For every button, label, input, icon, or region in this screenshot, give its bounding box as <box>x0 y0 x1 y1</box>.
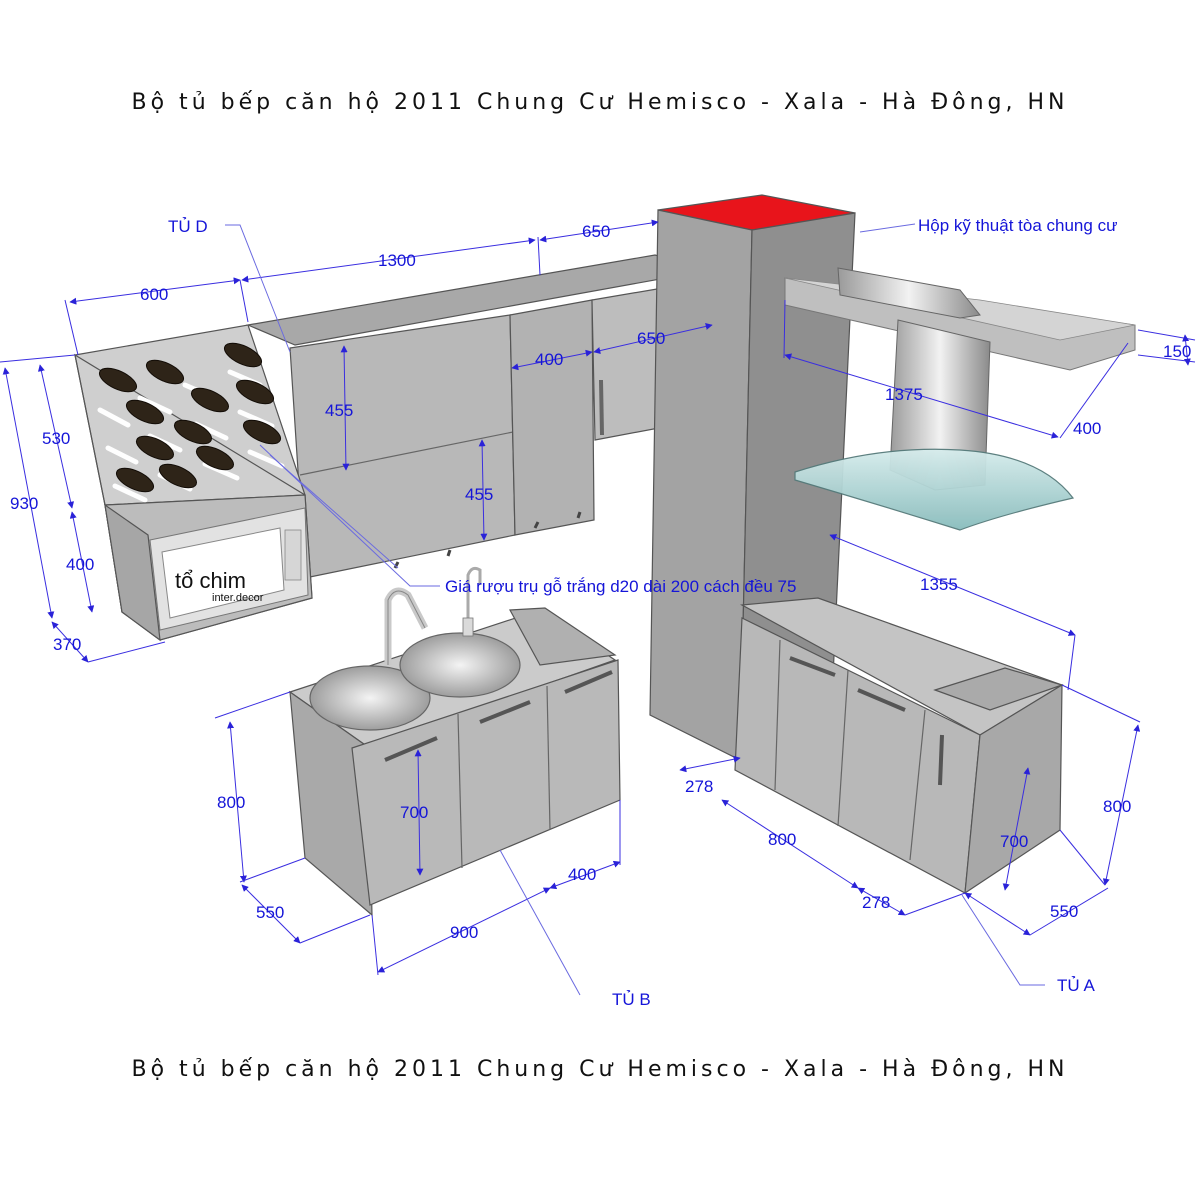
dim-400-cabinet: 400 <box>535 350 564 369</box>
title-bottom: Bộ tủ bếp căn hộ 2011 Chung Cư Hemisco - Xala - Hà Đông, HN <box>131 1057 1069 1082</box>
label-tu-a: TỦ A <box>1057 976 1095 995</box>
dim-455-upper: 455 <box>325 401 354 420</box>
microwave-cabinet <box>105 495 312 640</box>
dim-650-top: 650 <box>582 222 611 241</box>
logo-text: tổ chim <box>175 568 246 593</box>
label-technical-box: Hộp kỹ thuật tòa chung cư <box>918 216 1118 235</box>
dim-650-cabinet: 650 <box>637 329 666 348</box>
dim-400-hood: 400 <box>1073 419 1102 438</box>
dim-400-microwave: 400 <box>66 555 95 574</box>
dim-800-a-width: 800 <box>768 830 797 849</box>
dim-400-b: 400 <box>568 865 597 884</box>
dim-600: 600 <box>140 285 169 304</box>
dim-530: 530 <box>42 429 71 448</box>
dim-370: 370 <box>53 635 82 654</box>
label-tu-b: TỦ B <box>612 990 651 1009</box>
label-tu-d: TỦ D <box>168 217 208 236</box>
dim-930: 930 <box>10 494 39 513</box>
label-wine-rack-note: Giá rượu trụ gỗ trắng d20 dài 200 cách đều 75 <box>445 577 797 596</box>
dim-550-b: 550 <box>256 903 285 922</box>
dim-278-bottom: 278 <box>862 893 891 912</box>
dim-1300: 1300 <box>378 251 416 270</box>
dim-1355: 1355 <box>920 575 958 594</box>
sink-cabinet <box>290 568 620 915</box>
dim-700-a: 700 <box>1000 832 1029 851</box>
dim-1375: 1375 <box>885 385 923 404</box>
title-top: Bộ tủ bếp căn hộ 2011 Chung Cư Hemisco - Xala - Hà Đông, HN <box>131 90 1069 115</box>
dim-700-b: 700 <box>400 803 429 822</box>
dim-455-lower: 455 <box>465 485 494 504</box>
dim-150: 150 <box>1163 342 1192 361</box>
logo-subtext: inter.decor <box>212 592 264 604</box>
dim-800-a-height: 800 <box>1103 797 1132 816</box>
upper-cabinets <box>248 255 712 578</box>
dim-900-b: 900 <box>450 923 479 942</box>
dim-800-b: 800 <box>217 793 246 812</box>
dim-278-top: 278 <box>685 777 714 796</box>
dim-550-a: 550 <box>1050 902 1079 921</box>
